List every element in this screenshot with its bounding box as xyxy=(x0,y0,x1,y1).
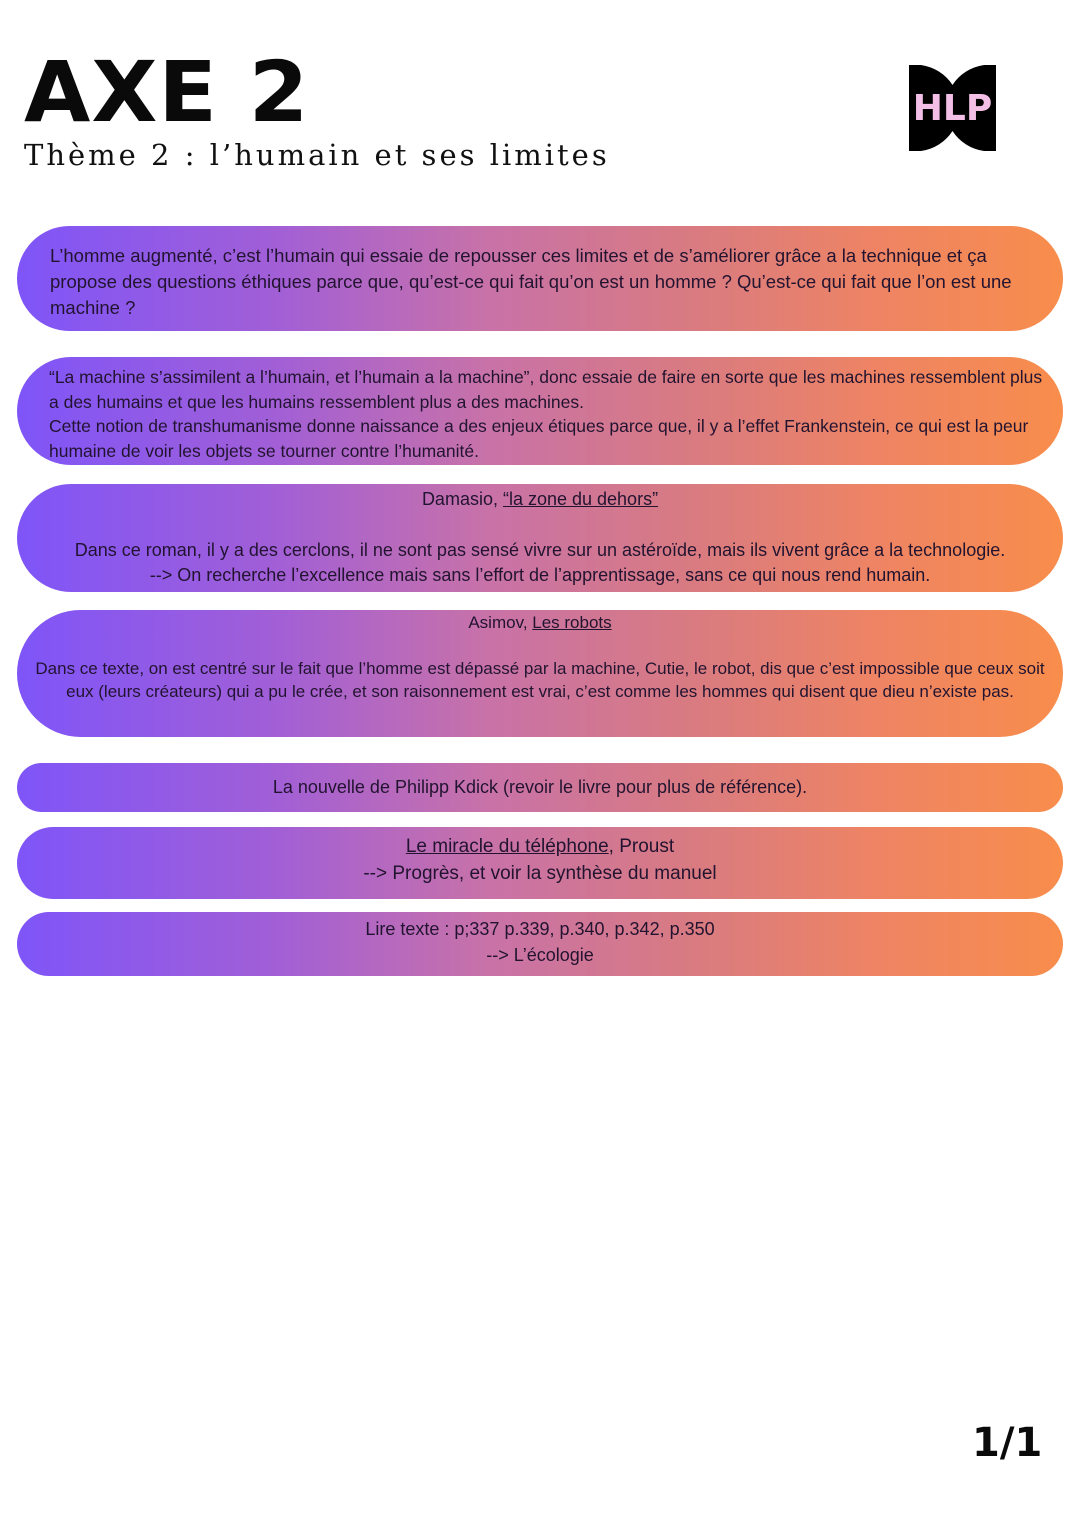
note-card-asimov xyxy=(17,610,1063,737)
card-text: Dans ce roman, il y a des cerclons, il ne sont pas sensé vivre sur un astéroïde, mais ils vivent grâce a la technologie. xyxy=(74,539,1006,560)
card-text: L’homme augmenté, c’est l’humain qui essaie de repousser ces limites et de s’améliorer grâce a la technique et ça propose des questions éthiques parce que, qu’est-ce qui fait qu’on est un homme ? Qu’est-ce qui fait que l’on est une machine ? xyxy=(50,245,1012,318)
card-text: “La machine s’assimilent a l’humain, et l’humain a la machine”, donc essaie de faire en sorte que les machines ressemblent plus a des humains et que les humains ressemblent plus a des machines. xyxy=(49,367,1043,412)
page-title: AXE 2 xyxy=(24,43,310,141)
page-subtitle: Thème 2 : l’humain et ses limites xyxy=(24,138,610,172)
note-card-proust xyxy=(17,827,1063,899)
author-name: , Proust xyxy=(608,836,675,857)
card-text: Lire texte : p;337 p.339, p.340, p.342, p.350 xyxy=(365,919,715,939)
note-card-augmented-human xyxy=(17,226,1063,331)
page-indicator: 1/1 xyxy=(972,1420,1043,1466)
work-title: Le miracle du téléphone xyxy=(405,836,609,857)
card-heading xyxy=(21,611,1059,634)
note-card-damasio xyxy=(17,484,1063,592)
card-text: --> On recherche l’excellence mais sans l’effort de l’apprentissage, sans ce qui nous rend humain. xyxy=(149,565,931,585)
note-card-philipp-kdick xyxy=(17,763,1063,812)
work-title: “la zone du dehors” xyxy=(502,489,659,509)
author-name: Asimov, xyxy=(468,613,533,632)
note-card-reading-list xyxy=(17,912,1063,976)
note-card-transhumanism xyxy=(17,357,1063,465)
card-text: La nouvelle de Philipp Kdick (revoir le livre pour plus de référence). xyxy=(272,777,808,797)
card-text: --> L’écologie xyxy=(486,945,594,965)
card-text: Dans ce texte, on est centré sur le fait que l’homme est dépassé par la machine, Cutie, le robot, dis que c’est impossible que ceux soit eux (leurs créateurs) qui a pu le crée, et son raisonnement est vrai, c’est comme les hommes qui disent que dieu n’existe pas. xyxy=(35,659,1045,701)
author-name: Damasio, xyxy=(421,489,503,509)
work-title: Les robots xyxy=(532,613,612,632)
card-text: Cette notion de transhumanisme donne naissance a des enjeux étiques parce que, il y a l’effet Frankenstein, ce qui est la peur humaine de voir les objets se tourner contre l’humanité. xyxy=(49,416,1029,461)
hlp-logo-icon xyxy=(909,65,996,151)
card-heading xyxy=(27,487,1053,513)
card-text: --> Progrès, et voir la synthèse du manuel xyxy=(363,863,717,884)
logo-text: HLP xyxy=(912,88,993,129)
card-heading xyxy=(17,833,1063,860)
